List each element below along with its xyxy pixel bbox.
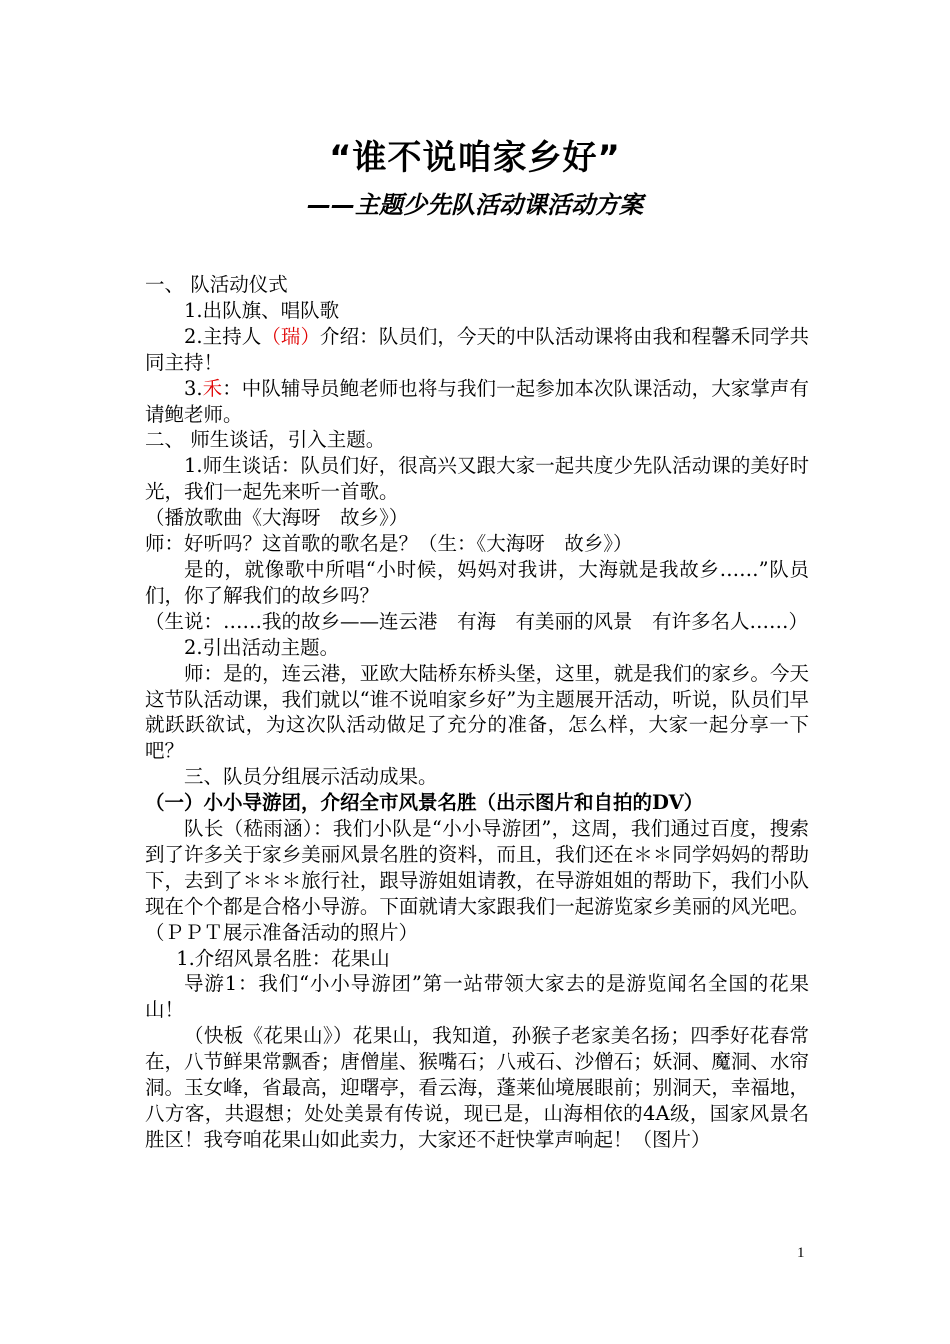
paragraph: 2.引出活动主题。 [184,635,340,659]
document-body [145,272,809,1153]
highlighted-name: 禾 [202,376,223,400]
paragraph: 师：是的，连云港，亚欧大陆桥东桥头堡，这里，就是我们的家乡。今天这节队活动课，我们就以“谁不说咱家乡好”为主题展开活动，听说，队员们早就跃跃欲试，为这次队活动做足了充分的准备，怎么样，大家一起分享一下吧？ [145,661,809,763]
paragraph: （快板《花果山》）花果山，我知道，孙猴子老家美名扬；四季好花春常在，八节鲜果常飘香；唐僧崖、猴嘴石；八戒石、沙僧石；妖洞、魔洞、水帘洞。玉女峰，省最高，迎曙亭，看云海，蓬莱仙境展眼前；别洞天，幸福地，八方客，共遐想；处处美景有传说，现已是，山海相依的4A级，国家风景名胜区！我夸咱花果山如此卖力，大家还不赶快掌声响起！（图片） [145,1024,809,1151]
paragraph: 二、 师生谈话，引入主题。 [145,428,386,452]
paragraph: 1.介绍风景名胜：花果山 [176,946,390,970]
paragraph-text: 介绍：队员们，今天的中队活动课将由我和程馨禾同学共同主持！ [145,324,809,374]
paragraph-text: ：中队辅导员鲍老师也将与我们一起参加本次队课活动，大家掌声有请鲍老师。 [145,376,809,426]
paragraph: （生说：……我的故乡——连云港 有海 有美丽的风景 有许多名人……） [145,609,809,633]
highlighted-name: （瑞） [261,324,321,348]
page-number: 1 [797,1245,805,1261]
paragraph: （播放歌曲《大海呀 故乡》） [145,506,409,530]
paragraph: 三、队员分组展示活动成果。 [184,765,438,789]
paragraph: 师：好听吗？这首歌的歌名是？（生：《大海呀 故乡》） [145,532,633,556]
paragraph [145,324,809,376]
section-heading: （一）小小导游团，介绍全市风景名胜（出示图片和自拍的DV） [145,791,704,815]
paragraph-text: 2.主持人 [184,324,262,348]
paragraph [145,376,809,428]
paragraph: 1.出队旗、唱队歌 [184,298,340,322]
paragraph: 队长（嵇雨涵）：我们小队是“小小导游团”，这周，我们通过百度，搜索到了许多关于家乡美丽风景名胜的资料，而且，我们还在＊＊同学妈妈的帮助下，去到了＊＊＊旅行社，跟导游姐姐请教，在导游姐姐的帮助下，我们小队现在个个都是合格小导游。下面就请大家跟我们一起游览家乡美丽的风光吧。（ＰＰＴ展示准备活动的照片） [145,817,809,944]
paragraph: 是的，就像歌中所唱“小时候，妈妈对我讲，大海就是我故乡……”队员们，你了解我们的故乡吗？ [145,557,809,607]
document-title: “谁不说咱家乡好” [329,138,621,178]
paragraph: 导游1：我们“小小导游团”第一站带领大家去的是游览闻名全国的花果山！ [145,972,809,1022]
paragraph: 一、 队活动仪式 [145,273,288,296]
paragraph-text: 3. [184,376,203,400]
document-subtitle: ——主题少先队活动课活动方案 [307,191,643,219]
paragraph: 1.师生谈话：队员们好，很高兴又跟大家一起共度少先队活动课的美好时光，我们一起先来听一首歌。 [145,454,809,504]
